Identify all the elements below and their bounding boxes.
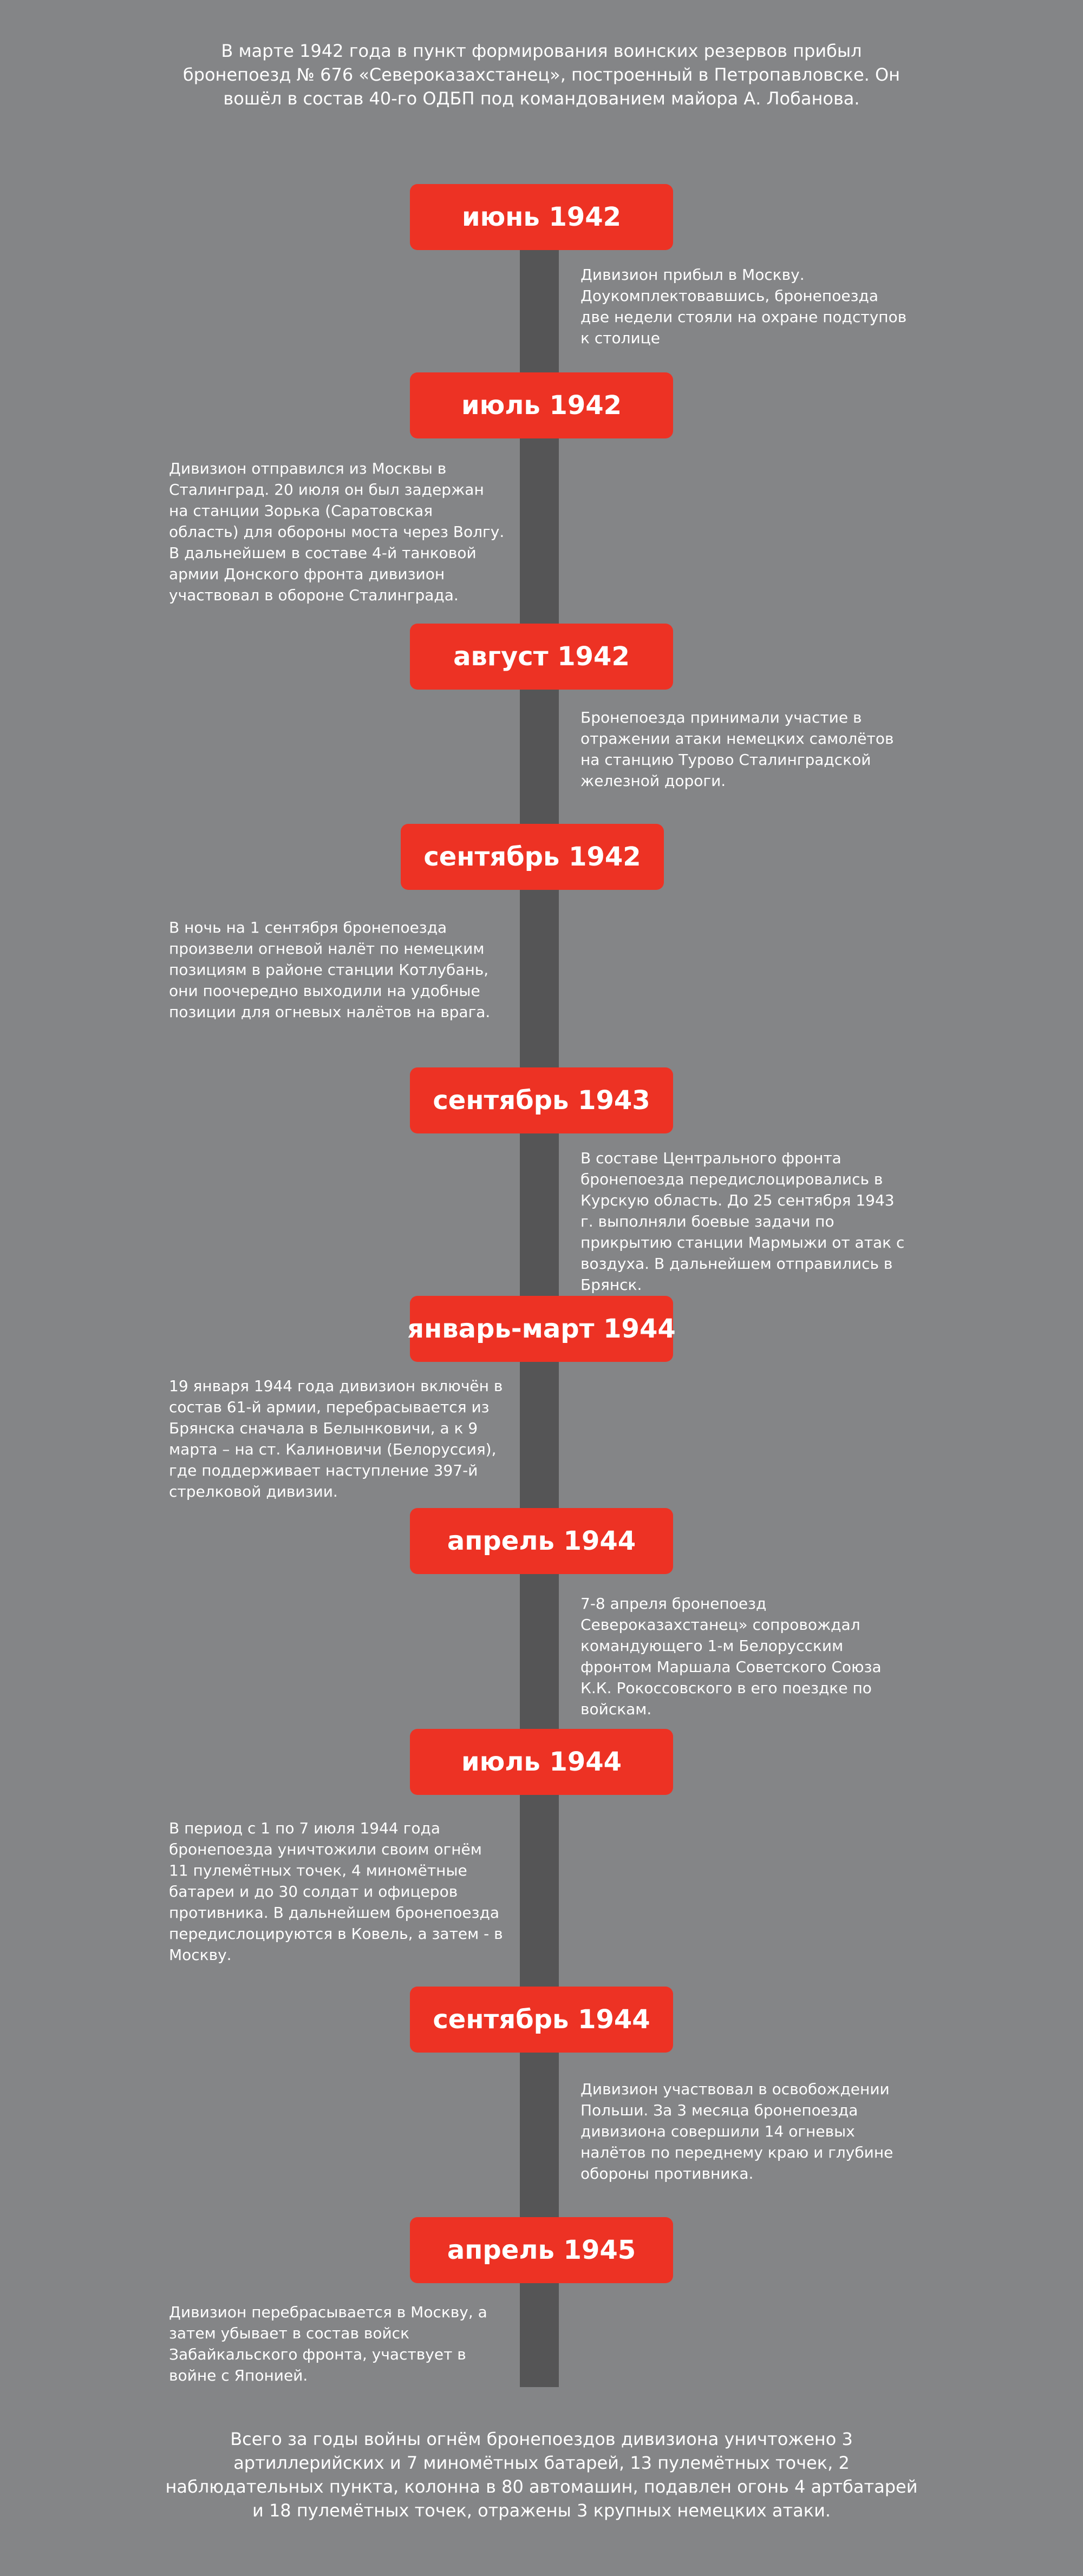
- date-pill-0: июнь 1942: [410, 184, 673, 250]
- date-pill-8: сентябрь 1944: [410, 1987, 673, 2053]
- event-text-9: Дивизион перебрасывается в Москву, а затем убывает в состав войск Забайкальского фронта, участвует в войне с Японией.: [169, 2303, 487, 2384]
- date-pill-6: апрель 1944: [410, 1508, 673, 1574]
- date-pill-3: сентябрь 1942: [401, 824, 664, 890]
- event-text-6: 7-8 апреля бронепоезд Североказахстанец» сопровождал командующего 1-м Белорусским фронтом Маршала Советского Союза К.К. Рокоссовского в его поездке по войскам.: [580, 1595, 882, 1718]
- event-text-5: 19 января 1944 года дивизион включён в состав 61-й армии, перебрасывается из Брянска сначала в Белынковичи, а к 9 марта – на ст. Калиновичи (Белоруссия), где поддерживает наступление 397-й стрелковой дивизии.: [169, 1377, 503, 1500]
- event-text-0: Дивизион прибыл в Москву. Доукомплектовавшись, бронепоезда две недели стояли на охране подступов к столице: [580, 266, 907, 347]
- intro-text: В марте 1942 года в пункт формирования воинских резервов прибыл бронепоезд № 676 «Североказахстанец», построенный в Петропавловске. Он вошёл в состав 40-го ОДБП под командованием майора А. Лобанова.: [182, 41, 901, 109]
- outro-text: Всего за годы войны огнём бронепоездов дивизиона уничтожено 3 артиллерийских и 7 миномётных батарей, 13 пулемётных точек, 2 наблюдательных пункта, колонна в 80 автомашин, подавлен огонь 4 артбатарей и 18 пулемётных точек, отражены 3 крупных немецких атаки.: [165, 2429, 918, 2521]
- date-pill-5: январь-март 1944: [410, 1296, 673, 1362]
- event-text-7: В период с 1 по 7 июля 1944 года бронепоезда уничтожили своим огнём 11 пулемётных точек, 4 миномётные батареи и до 30 солдат и офицеров противника. В дальнейшем бронепоезда передислоцируются в Ковель, а затем - в Москву.: [169, 1819, 503, 1964]
- event-text-3: В ночь на 1 сентября бронепоезда произвели огневой налёт по немецким позициям в районе станции Котлубань, они поочередно выходили на удобные позиции для огневых налётов на врага.: [169, 919, 491, 1021]
- date-pill-4: сентябрь 1943: [410, 1067, 673, 1133]
- event-text-4: В составе Центрального фронта бронепоезда передислоцировались в Курскую область. До 25 сентября 1943 г. выполняли боевые задачи по прикрытию станции Мармыжи от атак с воздуха. В дальнейшем отправились в Брянск.: [580, 1149, 905, 1294]
- event-text-8: Дивизион участвовал в освобождении Польши. За 3 месяца бронепоезда дивизиона совершили 14 огневых налётов по переднему краю и глубине обороны противника.: [580, 2080, 893, 2182]
- event-text-1: Дивизион отправился из Москвы в Сталинград. 20 июля он был задержан на станции Зорька (Саратовская область) для обороны моста через Волгу. В дальнейшем в составе 4-й танковой армии Донского фронта дивизион участвовал в обороне Сталинграда.: [169, 460, 505, 604]
- date-pill-1: июль 1942: [410, 372, 673, 438]
- event-text-2: Бронепоезда принимали участие в отражении атаки немецких самолётов на станцию Турово Сталинградской железной дороги.: [580, 709, 894, 790]
- date-pill-2: август 1942: [410, 624, 673, 690]
- date-pill-9: апрель 1945: [410, 2217, 673, 2283]
- date-pill-7: июль 1944: [410, 1729, 673, 1795]
